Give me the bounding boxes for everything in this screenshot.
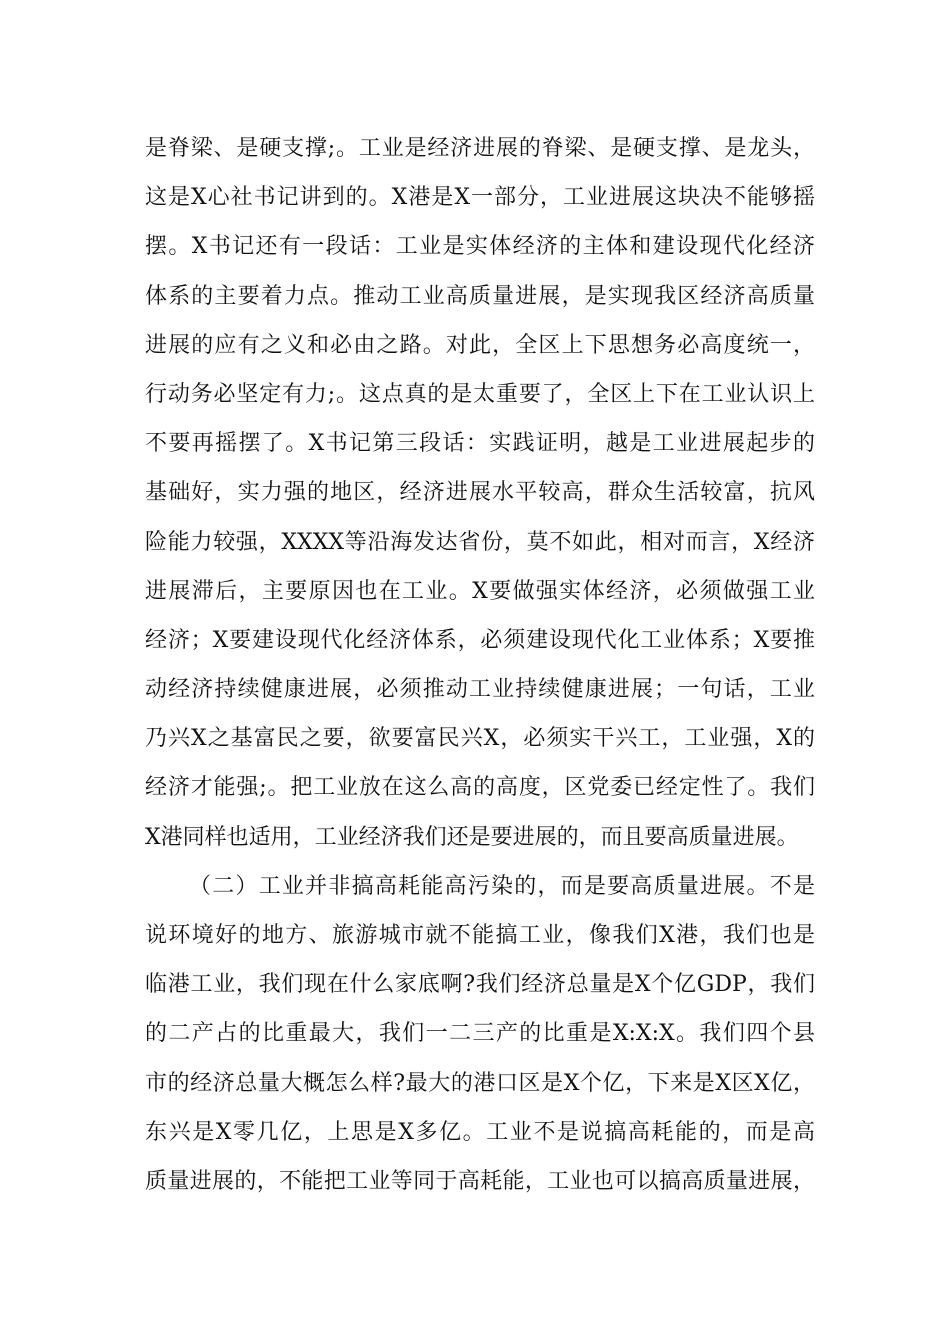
- text-line: 经济才能强;。把工业放在这么高的高度，区党委已经定性了。我们: [145, 775, 815, 801]
- text-line: 东兴是X零几亿，上思是X多亿。工业不是说搞高耗能的，而是高: [145, 1119, 815, 1145]
- text-line: 进展滞后，主要原因也在工业。X要做强实体经济，必须做强工业: [145, 578, 815, 604]
- text-line: 质量进展的，不能把工业等同于高耗能，工业也可以搞高质量进展，: [145, 1168, 815, 1194]
- text-line: 是脊梁、是硬支撑;。工业是经济进展的脊梁、是硬支撑、是龙头，: [145, 136, 815, 161]
- text-line: 不要再摇摆了。X书记第三段话：实践证明，越是工业进展起步的: [145, 431, 815, 457]
- text-line: 经济；X要建设现代化经济体系，必须建设现代化工业体系；X要推: [145, 627, 815, 653]
- text-line: 摆。X书记还有一段话：工业是实体经济的主体和建设现代化经济: [145, 234, 815, 260]
- text-line: 的二产占的比重最大，我们一二三产的比重是X:X:X。我们四个县: [145, 1021, 815, 1047]
- text-line: 行动务必坚定有力;。这点真的是太重要了，全区上下在工业认识上: [145, 381, 815, 407]
- text-line: 动经济持续健康进展，必须推动工业持续健康进展；一句话，工业: [145, 677, 815, 703]
- text-line: 临港工业，我们现在什么家底啊?我们经济总量是X个亿GDP，我们: [145, 972, 815, 998]
- text-line: 险能力较强，XXXX等沿海发达省份，莫不如此，相对而言，X经济: [145, 529, 815, 555]
- text-line: 市的经济总量大概怎么样?最大的港口区是X个亿，下来是X区X亿，: [145, 1070, 815, 1096]
- text-line: 体系的主要着力点。推动工业高质量进展，是实现我区经济高质量: [145, 283, 815, 309]
- document-body: [145, 124, 815, 1206]
- text-line: 基础好，实力强的地区，经济进展水平较高，群众生活较富，抗风: [145, 480, 815, 506]
- text-line: 进展的应有之义和必由之路。对此，全区上下思想务必高度统一，: [145, 332, 815, 358]
- section-heading-line: （二）工业并非搞高耗能高污染的，而是要高质量进展。不是: [189, 873, 815, 899]
- text-line: 这是X心社书记讲到的。X港是X一部分，工业进展这块决不能够摇: [145, 185, 815, 211]
- text-line: X港同样也适用，工业经济我们还是要进展的，而且要高质量进展。: [145, 824, 799, 850]
- text-line: 说环境好的地方、旅游城市就不能搞工业，像我们X港，我们也是: [145, 923, 815, 948]
- text-line: 乃兴X之基富民之要，欲要富民兴X，必须实干兴工，工业强，X的: [145, 726, 815, 752]
